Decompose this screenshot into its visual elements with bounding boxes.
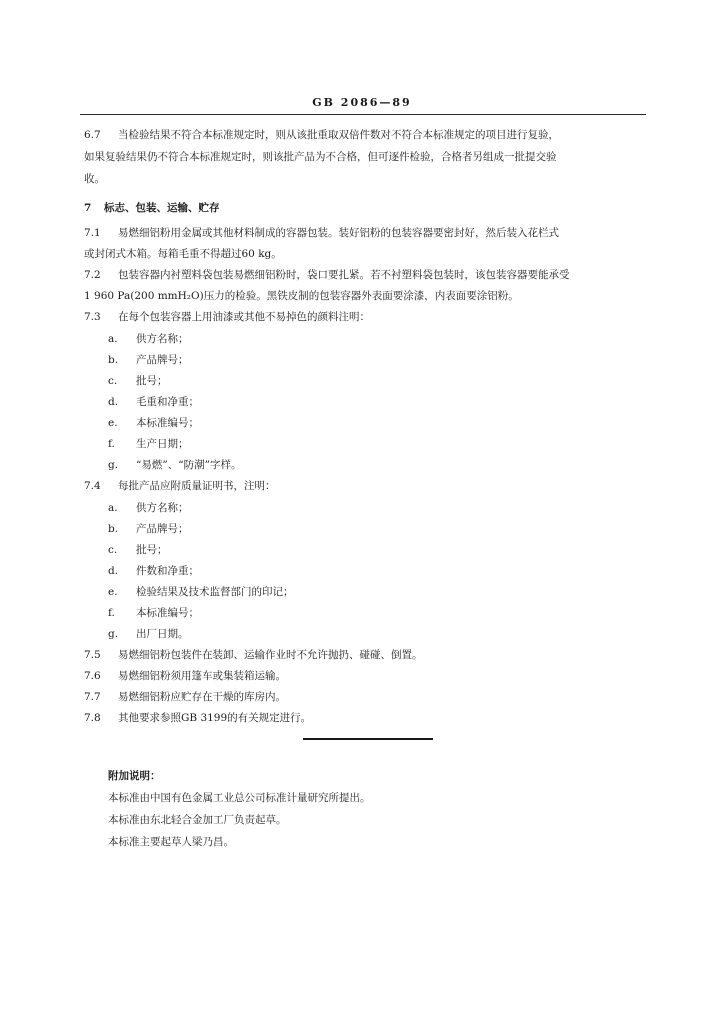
section-number: 7 [84,202,92,214]
clause-7-3 [84,309,370,324]
list-item [108,500,189,515]
item-text: 产品牌号； [136,523,189,535]
list-item [108,605,199,620]
list-item [108,521,189,536]
clause-text: 在每个包装容器上用油漆或其他不易掉色的颜料注明： [118,311,370,323]
section-7-heading [84,200,220,215]
clause-text: 易燃细铝粉包装件在装卸、运输作业时不允许抛扔、碰碰、倒置。 [118,649,423,661]
clause-number: 7.6 [84,670,101,682]
clause-text: 易燃细铝粉用金属或其他材料制成的容器包装。装好铝粉的包装容器要密封好，然后装入花栏式 [118,227,559,239]
item-letter: d. [108,565,119,577]
clause-number: 7.8 [84,712,101,724]
clause-number: 7.2 [84,269,101,281]
clause-7-4 [84,478,276,493]
clause-number: 7.7 [84,691,101,703]
list-item [108,457,241,472]
clause-text: 包装容器内衬塑料袋包装易燃细铝粉时，袋口要扎紧。若不衬塑料袋包装时，该包装容器要能承受 [118,269,570,281]
clause-7-2-line-2: 1 960 Pa(200 mmH₂O)压力的检验。黑铁皮制的包装容器外表面要涂漆，内表面要涂铝粉。 [84,290,519,302]
notes-line: 本标准由中国有色金属工业总公司标准计量研究所提出。 [108,792,371,804]
list-item [108,542,168,557]
item-letter: c. [108,544,118,556]
item-letter: c. [108,375,118,387]
item-text: 供方名称； [136,502,189,514]
item-text: “易燃”、“防潮”字样。 [136,459,242,471]
item-text: 批号； [136,375,168,387]
clause-7-6 [84,668,286,683]
clause-7-1-line-2: 或封闭式木箱。每箱毛重不得超过60 kg。 [84,248,282,260]
clause-7-1-line-1 [84,225,559,240]
item-letter: g. [108,459,119,471]
item-letter: e. [108,586,118,598]
item-text: 本标准编号； [136,417,199,429]
clause-6-7-line-2: 如果复验结果仍不符合本标准规定时，则该批产品为不合格，但可逐件检验，合格者另组成一批提交验 [84,151,557,163]
item-text: 生产日期； [136,438,189,450]
page-header: GB 2086—89 [312,96,412,109]
clause-number: 7.4 [84,480,101,492]
list-item [108,331,189,346]
header-rule [80,114,646,115]
clause-6-7-line-1 [84,127,559,142]
clause-7-2-line-1 [84,267,570,282]
notes-title: 附加说明： [108,770,161,782]
item-text: 供方名称； [136,333,189,345]
clause-number: 7.1 [84,227,101,239]
list-item [108,626,189,641]
list-item [108,563,199,578]
item-text: 本标准编号； [136,607,199,619]
item-text: 产品牌号； [136,354,189,366]
clause-number: 7.5 [84,649,101,661]
clause-6-7-line-3: 收。 [84,173,105,185]
clause-text: 每批产品应附质量证明书，注明： [118,480,276,492]
clause-text: 易燃细铝粉须用篷车或集装箱运输。 [118,670,286,682]
list-item [108,373,168,388]
item-text: 出厂日期。 [136,628,189,640]
item-letter: d. [108,396,119,408]
section-title: 标志、包装、运输、贮存 [104,202,220,214]
item-letter: e. [108,417,118,429]
item-letter: f. [108,607,115,619]
notes-line: 本标准由东北轻合金加工厂负责起草。 [108,814,287,826]
item-text: 检验结果及技术监督部门的印记； [136,586,294,598]
list-item [108,352,189,367]
list-item [108,394,199,409]
clause-text: 易燃细铝粉应贮存在干燥的库房内。 [118,691,286,703]
notes-line: 本标准主要起草人梁乃昌。 [108,836,234,848]
list-item [108,584,294,599]
item-letter: g. [108,628,119,640]
clause-text: 其他要求参照GB 3199的有关规定进行。 [118,712,312,724]
clause-7-5 [84,647,423,662]
clause-number: 6.7 [84,129,101,141]
clause-7-7 [84,689,286,704]
clause-number: 7.3 [84,311,101,323]
item-letter: a. [108,502,118,514]
item-text: 件数和净重； [136,565,199,577]
clause-text: 当检验结果不符合本标准规定时，则从该批重取双倍件数对不符合本标准规定的项目进行复验， [118,129,559,141]
clause-7-8 [84,710,311,725]
end-rule [303,738,433,740]
item-letter: b. [108,523,119,535]
item-text: 批号； [136,544,168,556]
item-letter: f. [108,438,115,450]
item-letter: a. [108,333,118,345]
item-text: 毛重和净重； [136,396,199,408]
list-item [108,415,199,430]
item-letter: b. [108,354,119,366]
list-item [108,436,189,451]
